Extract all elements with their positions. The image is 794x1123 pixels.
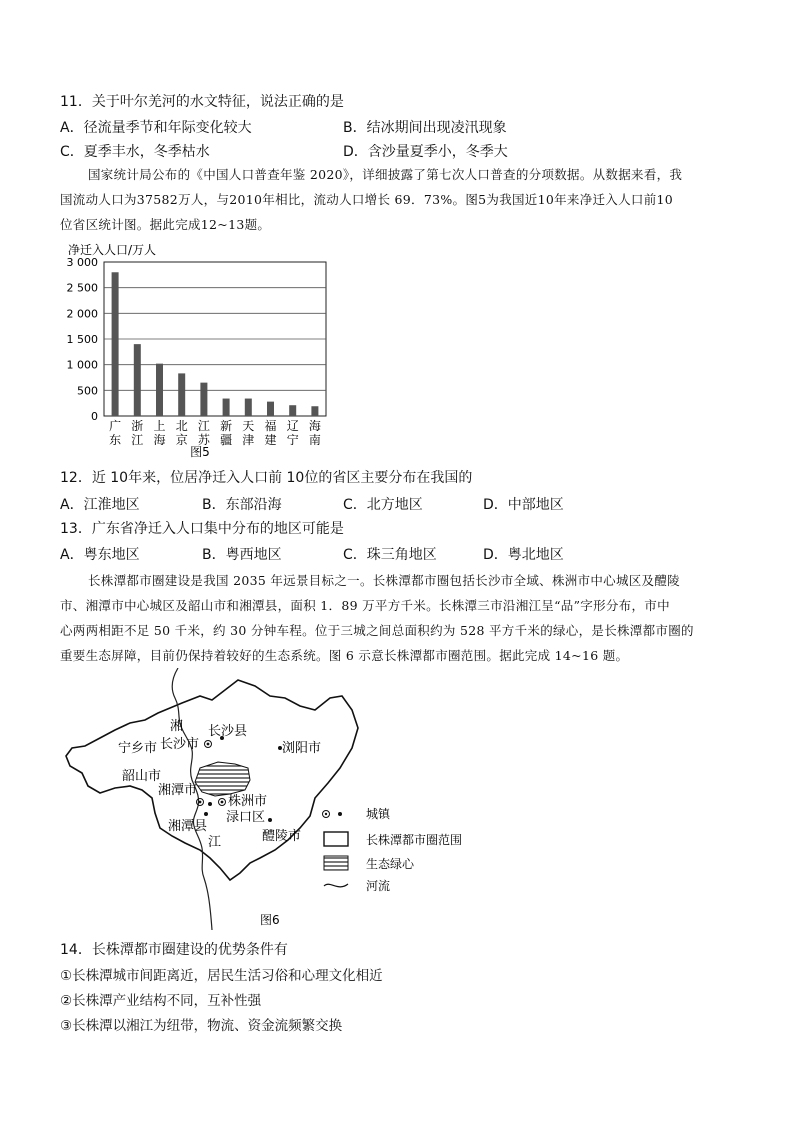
chart-bar-2 (134, 344, 141, 416)
q12-option-d: D．中部地区 (483, 497, 564, 513)
q11-option-a: A．径流量季节和年际变化较大 (60, 120, 252, 136)
chart-x-tick-label: 京 (175, 433, 188, 447)
chart-x-tick-label: 浙 (131, 419, 144, 433)
legend-boundary-swatch (324, 832, 348, 846)
lukou-marker (204, 812, 208, 816)
chart-x-tick-label: 江 (131, 433, 144, 447)
chart-y-tick-label: 1 500 (66, 333, 98, 346)
intro-paragraph-2 (60, 568, 736, 668)
chart-x-tick-label: 上 (153, 419, 166, 433)
legend-green-core: 生态绿心 (366, 857, 415, 871)
label-liling: 醴陵市 (262, 829, 302, 844)
q12-stem: 12．近 10年来，位居净迁入人口前 10位的省区主要分布在我国的 (60, 470, 473, 486)
chart-x-tick-label: 新 (220, 419, 233, 433)
zhuzhou-city-dot (221, 801, 224, 804)
q14-item-1: ①长株潭城市间距离近，居民生活习俗和心理文化相近 (60, 968, 383, 984)
intro2-line-1: 长株潭都市圈建设是我国 2035 年远景目标之一。长株潭都市圈包括长沙市全域、株洲市中心城区及醴陵 (88, 573, 680, 588)
q12-option-c: C．北方地区 (343, 497, 423, 513)
chart-x-tick-label: 东 (109, 433, 122, 447)
chart-x-tick-label: 建 (264, 433, 277, 447)
q11-stem: 11．关于叶尔羌河的水文特征，说法正确的是 (60, 94, 344, 110)
xiangtan-city-dot (199, 801, 202, 804)
label-changsha-city: 长沙市 (160, 737, 200, 752)
bar-chart-svg (60, 240, 340, 460)
chart-y-tick-label: 3 000 (66, 256, 98, 269)
label-ningxiang: 宁乡市 (118, 741, 158, 756)
intro2-line-3: 心两两相距不足 50 千米，约 30 分钟车程。位于三城之间总面积约为 528 平方千米的绿心，是长株潭都市圈的 (60, 623, 694, 638)
chart-bar-7 (245, 399, 252, 416)
label-xiangtan-city: 湘潭市 (158, 783, 198, 798)
xiangjiang-river (172, 668, 212, 930)
chart-x-tick-label: 苏 (197, 433, 210, 447)
q13-option-b: B．粤西地区 (202, 547, 282, 563)
chart-y-tick-label: 500 (77, 384, 98, 398)
intro1-line-2: 国流动人口为37582万人，与2010年相比，流动人口增长 69．73%。图5为我国近10年来净迁入人口前10 (60, 192, 674, 207)
label-shaoshan: 韶山市 (122, 769, 162, 784)
legend-green-core-swatch (324, 856, 348, 870)
chart-y-tick-label: 0 (91, 410, 98, 423)
label-lukou: 渌口区 (226, 810, 266, 825)
chart-x-tick-label: 北 (175, 419, 188, 433)
label-zhuzhou: 株洲市 (228, 794, 268, 809)
chart-x-tick-label: 广 (109, 419, 122, 433)
q14-item-3: ③长株潭以湘江为纽带，物流、资金流频繁交换 (60, 1018, 343, 1034)
chart-y-tick-label: 2 500 (66, 281, 98, 295)
chart-y-axis-label: 净迁入人口/万人 (68, 243, 157, 257)
intro2-line-2: 市、湘潭市中心城区及韶山市和湘潭县，面积 1．89 万平方千米。长株潭三市沿湘江呈“品”字形分布，市中 (60, 598, 670, 613)
chart-bar-4 (178, 373, 185, 416)
figure-6-map (60, 668, 490, 930)
legend-town: 城镇 (366, 807, 391, 821)
chart-bar-10 (311, 406, 318, 416)
chart-y-tick-label: 2 000 (66, 307, 98, 321)
q13-option-c: C．珠三角地区 (343, 547, 437, 563)
chart-x-tick-label: 江 (197, 419, 210, 433)
q14-item-2: ②长株潭产业结构不同，互补性强 (60, 993, 262, 1009)
map-legend (323, 806, 463, 893)
river-char-2: 江 (208, 835, 222, 850)
intro-paragraph-1 (60, 162, 736, 237)
chart-x-tick-label: 海 (308, 419, 321, 433)
q13-option-a: A．粤东地区 (60, 547, 140, 563)
chart-bar-6 (223, 399, 230, 416)
liling-marker (268, 818, 272, 822)
chart-x-tick-label: 疆 (220, 433, 233, 447)
chart-bar-8 (267, 402, 274, 416)
chart-x-tick-label: 南 (308, 433, 321, 447)
q14-stem: 14．长株潭都市圈建设的优势条件有 (60, 942, 288, 958)
chart-x-tick-label: 津 (242, 433, 255, 447)
chart-bar-3 (156, 364, 163, 416)
xiangtan-county-marker (208, 802, 212, 806)
legend-boundary: 长株潭都市圈范围 (366, 833, 463, 847)
chart-y-tick-label: 1 000 (66, 358, 98, 372)
intro2-line-4: 重要生态屏障，目前仍保持着较好的生态系统。图 6 示意长株潭都市圈范围。据此完成 14~16 题。 (60, 648, 629, 663)
legend-river-swatch (324, 884, 348, 887)
q13-option-d: D．粤北地区 (483, 547, 564, 563)
chart-bar-9 (289, 405, 296, 416)
q12-option-b: B．东部沿海 (202, 497, 282, 513)
q13-stem: 13．广东省净迁入人口集中分布的地区可能是 (60, 521, 344, 537)
intro1-line-1: 国家统计局公布的《中国人口普查年鉴 2020》，详细披露了第七次人口普查的分项数据。从数据来看，我 (88, 167, 683, 182)
label-changsha-county: 长沙县 (208, 724, 248, 739)
chart-x-tick-label: 福 (264, 419, 277, 433)
q11-option-d: D．含沙量夏季小，冬季大 (343, 144, 508, 160)
river-char-1: 湘 (170, 719, 184, 734)
q12-option-a: A．江淮地区 (60, 497, 140, 513)
figure-5-chart (60, 240, 340, 460)
chart-x-tick-label: 海 (153, 433, 166, 447)
chart-bar-5 (200, 383, 207, 416)
chart-x-tick-label: 辽 (286, 419, 299, 433)
label-liuyang: 浏阳市 (282, 741, 322, 756)
map-caption: 图6 (260, 913, 280, 927)
q11-option-c: C．夏季丰水，冬季枯水 (60, 144, 210, 160)
q11-option-b: B．结冰期间出现凌汛现象 (343, 120, 507, 136)
map-svg (60, 668, 490, 930)
chart-x-tick-label: 天 (242, 419, 255, 433)
chart-x-tick-label: 宁 (286, 433, 299, 447)
ecological-green-core (195, 762, 250, 796)
label-xiangtan-county: 湘潭县 (168, 819, 208, 834)
chart-caption: 图5 (190, 445, 210, 459)
legend-river: 河流 (366, 879, 391, 893)
chart-bar-1 (112, 272, 119, 416)
changsha-city-dot (207, 743, 210, 746)
intro1-line-3: 位省区统计图。据此完成12~13题。 (60, 217, 271, 232)
